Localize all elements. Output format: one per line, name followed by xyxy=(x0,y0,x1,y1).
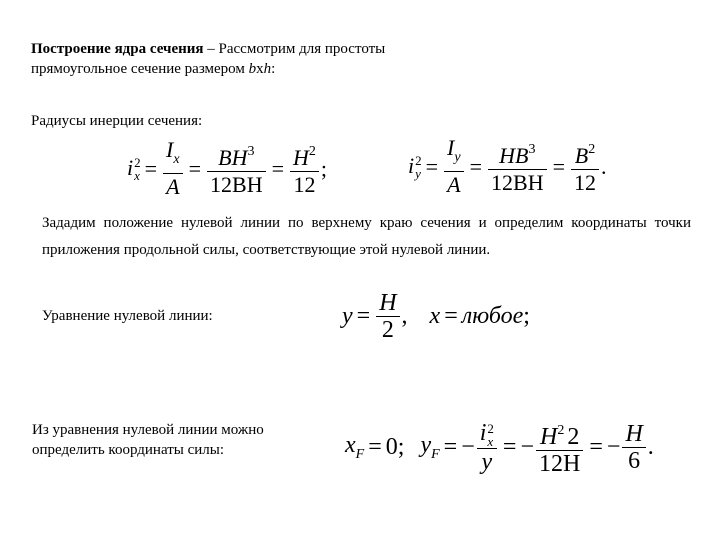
force-coords-label-line-2: определить координаты силы: xyxy=(32,442,225,458)
ix-tail: ; xyxy=(320,155,328,181)
intro-title: Построение ядра сечения xyxy=(31,41,204,57)
intro-dash-text: – Рассмотрим для простоты xyxy=(203,41,386,57)
equals-sign: = xyxy=(368,434,382,460)
minus-sign: − xyxy=(520,434,535,460)
yF-fraction-3: $\frac{H}{6}$ xyxy=(622,421,645,474)
equals-sign: = xyxy=(188,155,202,181)
y-variable: y xyxy=(342,303,353,329)
minus-sign: − xyxy=(461,434,475,460)
intro-colon: : xyxy=(271,61,276,77)
yF-fraction-1: i 2 x y xyxy=(477,420,497,474)
formula-ix xyxy=(127,137,327,200)
semicolon: ; xyxy=(523,303,530,329)
ix-fraction-2: $\frac{BH^3}{12BH}$ xyxy=(207,139,266,198)
dim-x: x xyxy=(256,61,264,77)
equals-sign: = xyxy=(144,155,158,181)
intro-line-2 xyxy=(31,59,591,79)
equals-sign: = xyxy=(589,434,603,460)
force-coords-formula xyxy=(345,418,654,477)
equals-sign: = xyxy=(469,153,483,179)
x-variable: x xyxy=(429,303,441,329)
ix-fraction-3: $\frac{H^2}{12}$ xyxy=(290,139,319,198)
iy-tail: . xyxy=(601,153,607,179)
dim-b: b xyxy=(248,61,257,77)
equals-sign: = xyxy=(356,303,371,329)
yF-tail: . xyxy=(647,434,654,460)
iy-fraction-3: $\frac{B^2}{12}$ xyxy=(571,137,599,196)
neutral-equation-label: Уравнение нулевой линии: xyxy=(42,308,213,324)
yF-fraction-2: $\frac{H^2 2}{12H}$ xyxy=(536,418,583,477)
xF-value: 0; xyxy=(385,434,405,460)
intro-line-1 xyxy=(31,39,591,59)
neutral-line-paragraph: Зададим положение нулевой линии по верхнему краю сечения и определим координаты точки приложения продольной силы, соответствующие этой нулевой линии. xyxy=(42,215,691,258)
equals-sign: = xyxy=(552,153,565,179)
radii-label: Радиусы инерции сечения: xyxy=(31,113,203,129)
iy-fraction-2: $\frac{HB^3}{12BH}$ xyxy=(488,137,547,196)
xF-variable: $x_F$ xyxy=(345,432,365,462)
iy-lhs: i 2 y xyxy=(408,152,422,182)
iy-fraction-1: $\frac{I_y}{A}$ xyxy=(444,135,464,198)
neutral-equation-formula xyxy=(342,290,530,343)
minus-sign: − xyxy=(606,434,621,460)
x-any-value: любое xyxy=(461,303,524,329)
formula-iy xyxy=(408,135,607,198)
ix-fraction-1: $\frac{I_x}{A}$ xyxy=(163,137,183,200)
force-coords-label-line-1: Из уравнения нулевой линии можно xyxy=(32,422,264,438)
yF-variable: $y_F$ xyxy=(420,432,440,462)
comma: , xyxy=(401,303,408,329)
neutral-fraction: $\frac{H}{2}$ xyxy=(376,290,399,343)
equals-sign: = xyxy=(443,434,458,460)
intro-block xyxy=(31,39,591,79)
equals-sign: = xyxy=(425,153,439,179)
intro-line2-prefix: прямоугольное сечение размером xyxy=(31,61,249,77)
ix-lhs: i 2 x xyxy=(127,154,141,184)
equals-sign: = xyxy=(502,434,517,460)
equals-sign: = xyxy=(444,303,458,329)
force-coords-label xyxy=(32,420,264,460)
equals-sign: = xyxy=(271,155,284,181)
dim-h: h xyxy=(263,61,272,77)
